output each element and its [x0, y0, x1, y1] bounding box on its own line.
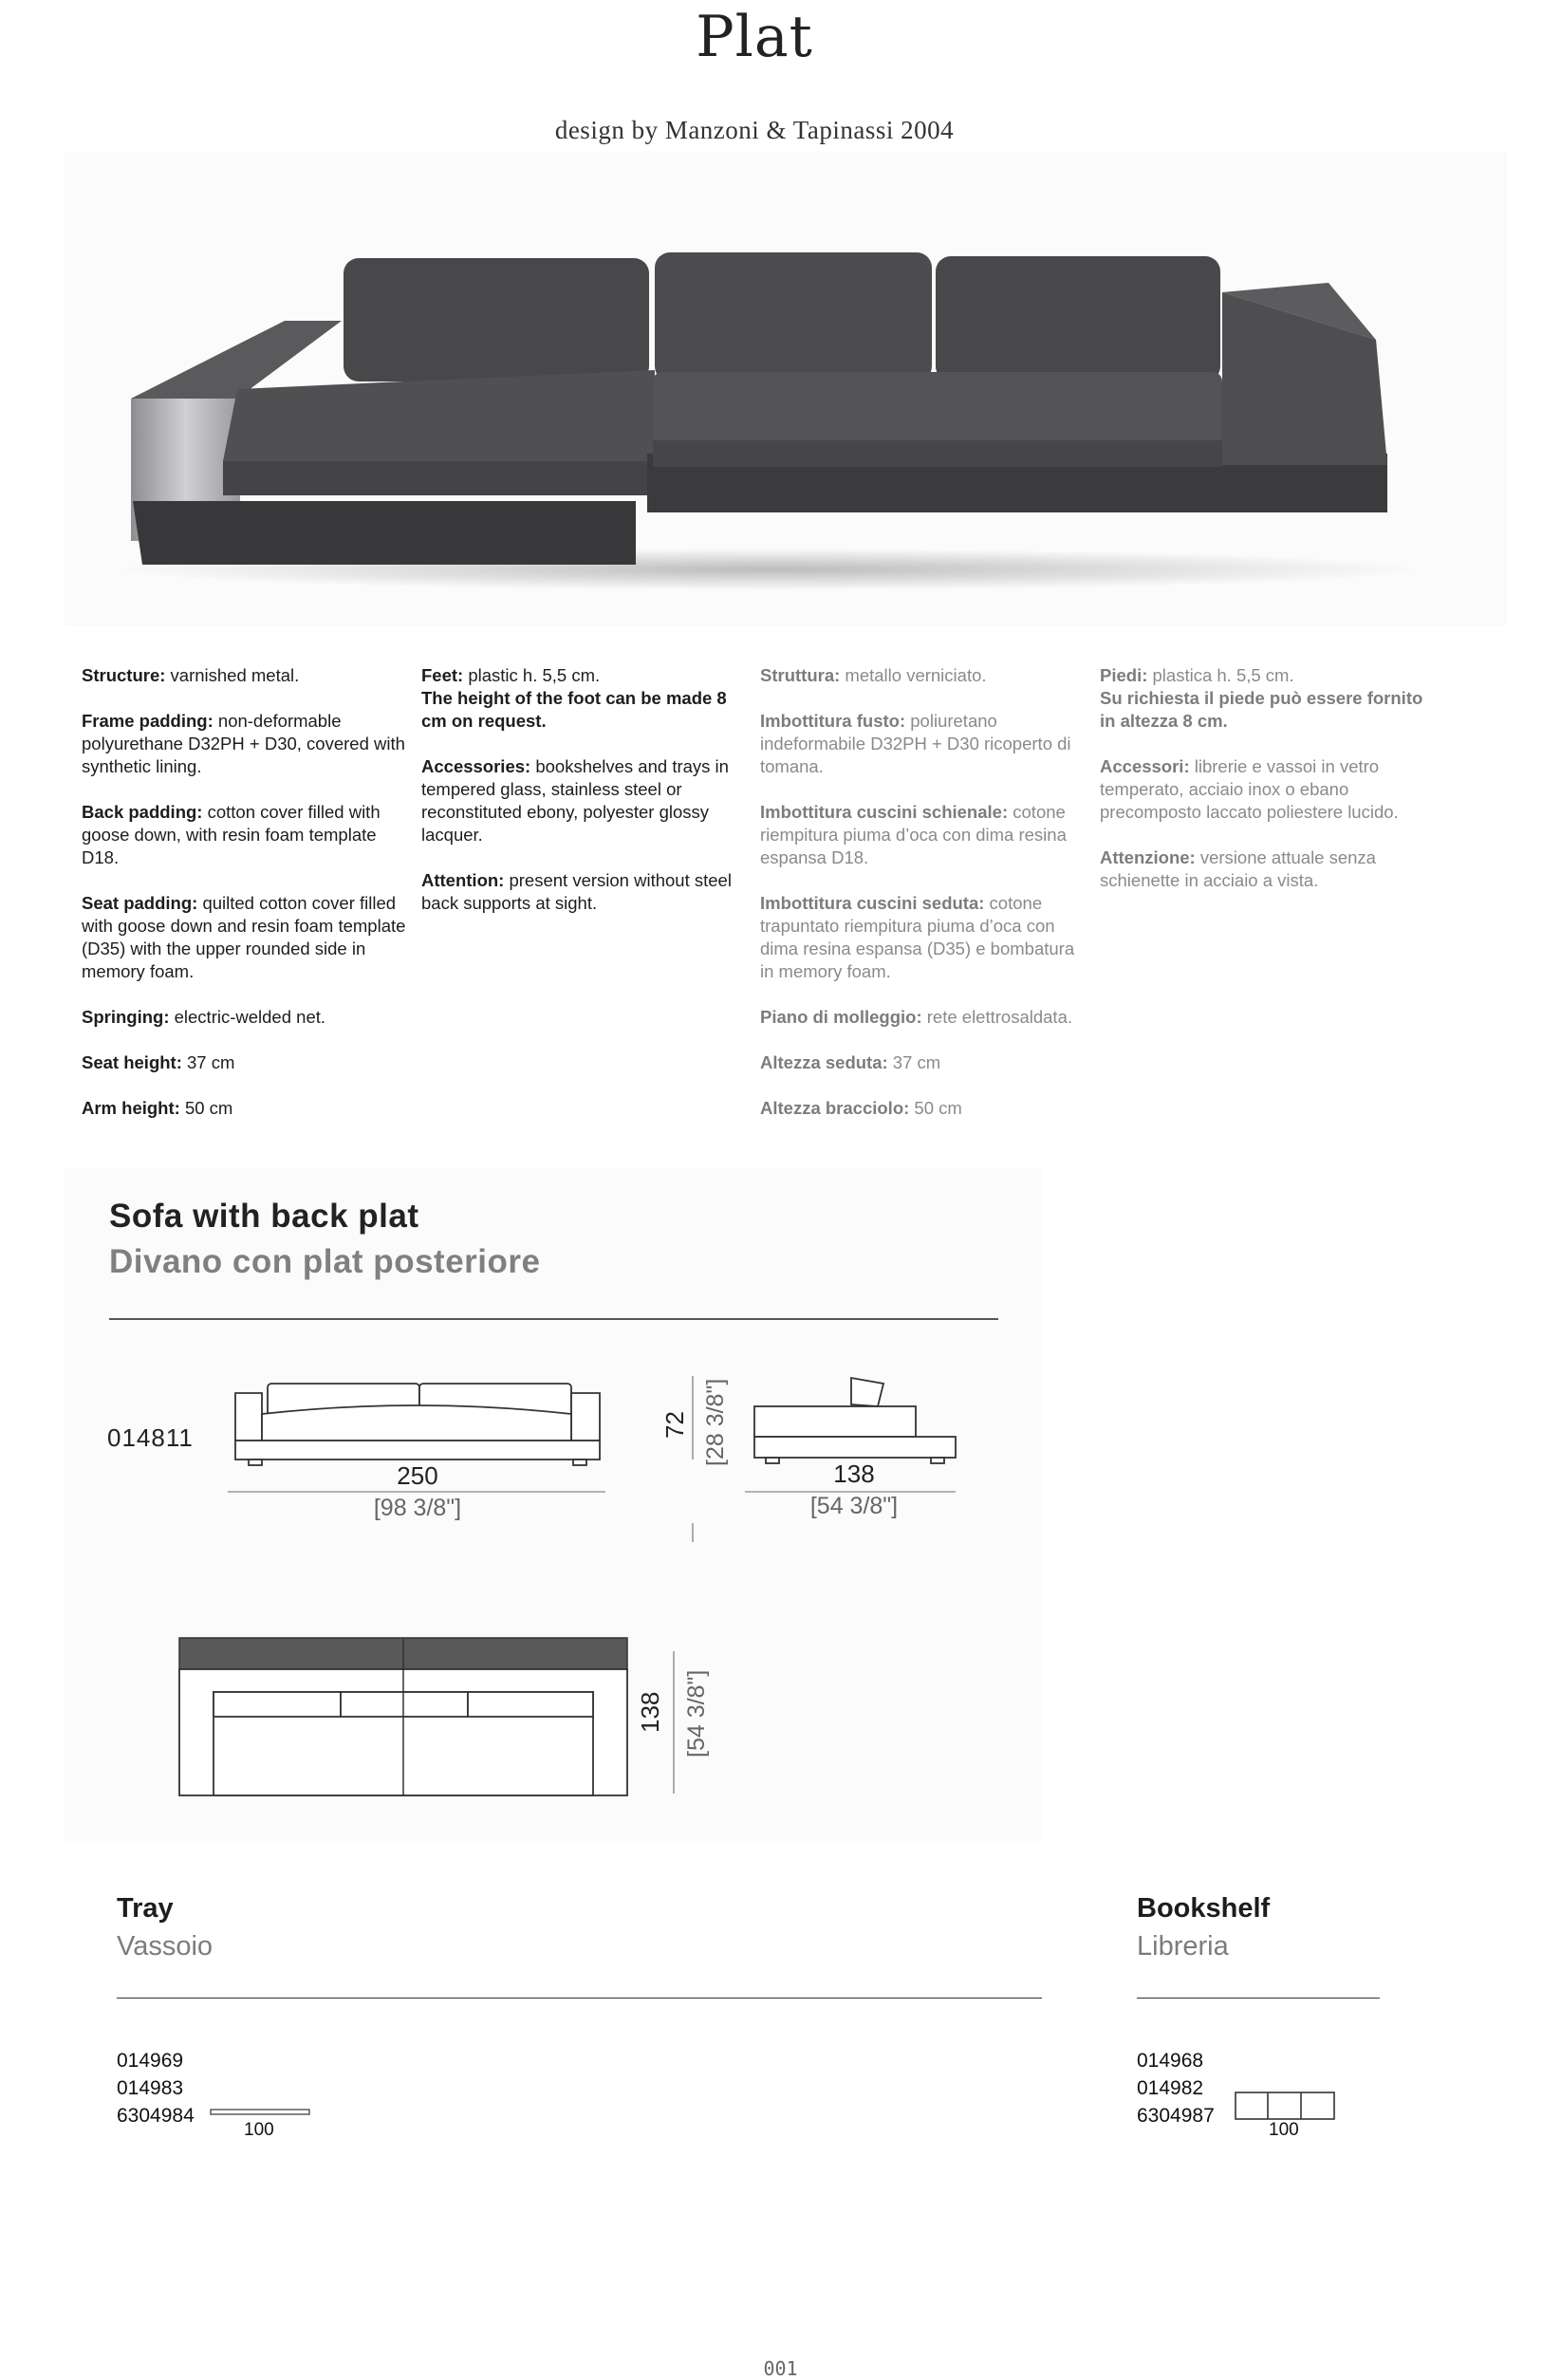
tray-drawing: [209, 2108, 313, 2119]
spec-altezza-bracciolo: Altezza bracciolo: 50 cm: [760, 1098, 962, 1118]
spec-accessori: Accessori: librerie e vassoi in vetro temperato, acciaio inox o ebano precomposto laccato poliestere lucido.: [1100, 756, 1399, 822]
spec-struttura: Struttura: metallo verniciato.: [760, 665, 987, 685]
spec-altezza-seduta: Altezza seduta: 37 cm: [760, 1052, 941, 1072]
sofa-section-subtitle: Divano con plat posteriore: [109, 1243, 541, 1280]
sofa-width-inches: [98 3/8"]: [373, 1495, 462, 1521]
plan-depth-dimension-line: [664, 1651, 683, 1803]
bookshelf-code-1: 014968: [1137, 2050, 1204, 2072]
bookshelf-drawing: [1234, 2091, 1338, 2123]
sofa-height: 72: [660, 1411, 689, 1439]
plan-depth: 138: [636, 1691, 664, 1733]
sofa-product-image: [104, 237, 1433, 598]
spec-imbottitura-fusto: Imbottitura fusto: poliuretano indeformabile D32PH + D30 ricoperto di tomana.: [760, 711, 1071, 776]
bookshelf-dimension: 100: [1269, 2120, 1299, 2140]
bookshelf-title: Bookshelf: [1137, 1893, 1271, 1924]
sofa-depth: 138: [833, 1460, 875, 1488]
page-number: 001: [763, 2357, 798, 2380]
tray-code-3: 6304984: [117, 2105, 195, 2127]
bookshelf-code-2: 014982: [1137, 2077, 1204, 2099]
spec-seat-height: Seat height: 37 cm: [82, 1052, 235, 1072]
tray-divider: [117, 1998, 1042, 1999]
tray-code-1: 014969: [117, 2050, 184, 2072]
tray-title: Tray: [117, 1893, 174, 1924]
spec-accessories: Accessories: bookshelves and trays in tempered glass, stainless steel or reconstituted ebony, polyester glossy lacquer.: [421, 756, 729, 845]
designer-credit: design by Manzoni & Tapinassi 2004: [554, 116, 955, 144]
sofa-plan-view: [176, 1632, 641, 1803]
specs-it-col2: [1100, 664, 1432, 915]
spec-attenzione: Attenzione: versione attuale senza schienette in acciaio a vista.: [1100, 847, 1376, 890]
section-divider: [109, 1318, 998, 1320]
spec-springing: Springing: electric-welded net.: [82, 1007, 326, 1027]
spec-seat-padding: Seat padding: quilted cotton cover filled with goose down and resin foam template (D35) with the upper rounded side in memory foam.: [82, 893, 406, 981]
spec-structure: Structure: varnished metal.: [82, 665, 300, 685]
spec-arm-height: Arm height: 50 cm: [82, 1098, 233, 1118]
spec-frame-padding: Frame padding: non-deformable polyurethane D32PH + D30, covered with synthetic lining.: [82, 711, 405, 776]
bookshelf-code-3: 6304987: [1137, 2105, 1215, 2127]
sofa-depth-inches: [54 3/8"]: [809, 1493, 899, 1519]
spec-molleggio: Piano di molleggio: rete elettrosaldata.: [760, 1007, 1072, 1027]
bookshelf-divider: [1137, 1998, 1380, 1999]
spec-back-padding: Back padding: cotton cover filled with goose down, with resin foam template D18.: [82, 802, 381, 867]
tray-dimension: 100: [244, 2120, 274, 2140]
spec-piedi: Piedi: plastica h. 5,5 cm. Su richiesta il piede può essere fornito in altezza 8 cm.: [1100, 665, 1423, 731]
sofa-height-inches: [28 3/8"]: [702, 1378, 729, 1466]
spec-feet: Feet: plastic h. 5,5 cm. The height of the foot can be made 8 cm on request.: [421, 665, 727, 731]
spec-imbottitura-seduta: Imbottitura cuscini seduta: cotone trapuntato riempitura piuma d’oca con dima resina espansa (D35) e bombatura in memory foam.: [760, 893, 1075, 981]
plan-depth-inches: [54 3/8"]: [683, 1669, 710, 1757]
spec-attention: Attention: present version without steel back supports at sight.: [421, 870, 732, 913]
sofa-width: 250: [397, 1461, 438, 1490]
specs-en-col1: [82, 664, 414, 1143]
tray-codes: [117, 2047, 195, 2129]
sofa-section-title: Sofa with back plat: [109, 1198, 419, 1235]
sofa-product-code: 014811: [107, 1423, 194, 1452]
tray-subtitle: Vassoio: [117, 1931, 214, 1962]
tray-code-2: 014983: [117, 2077, 184, 2099]
bookshelf-codes: [1137, 2047, 1215, 2129]
spec-imbottitura-schienale: Imbottitura cuscini schienale: cotone riempitura piuma d’oca con dima resina espansa D18.: [760, 802, 1067, 867]
bookshelf-subtitle: Libreria: [1137, 1931, 1229, 1962]
page-title: Plat: [696, 4, 813, 70]
specs-it-col1: [760, 664, 1092, 1143]
specs-en-col2: [421, 664, 753, 938]
